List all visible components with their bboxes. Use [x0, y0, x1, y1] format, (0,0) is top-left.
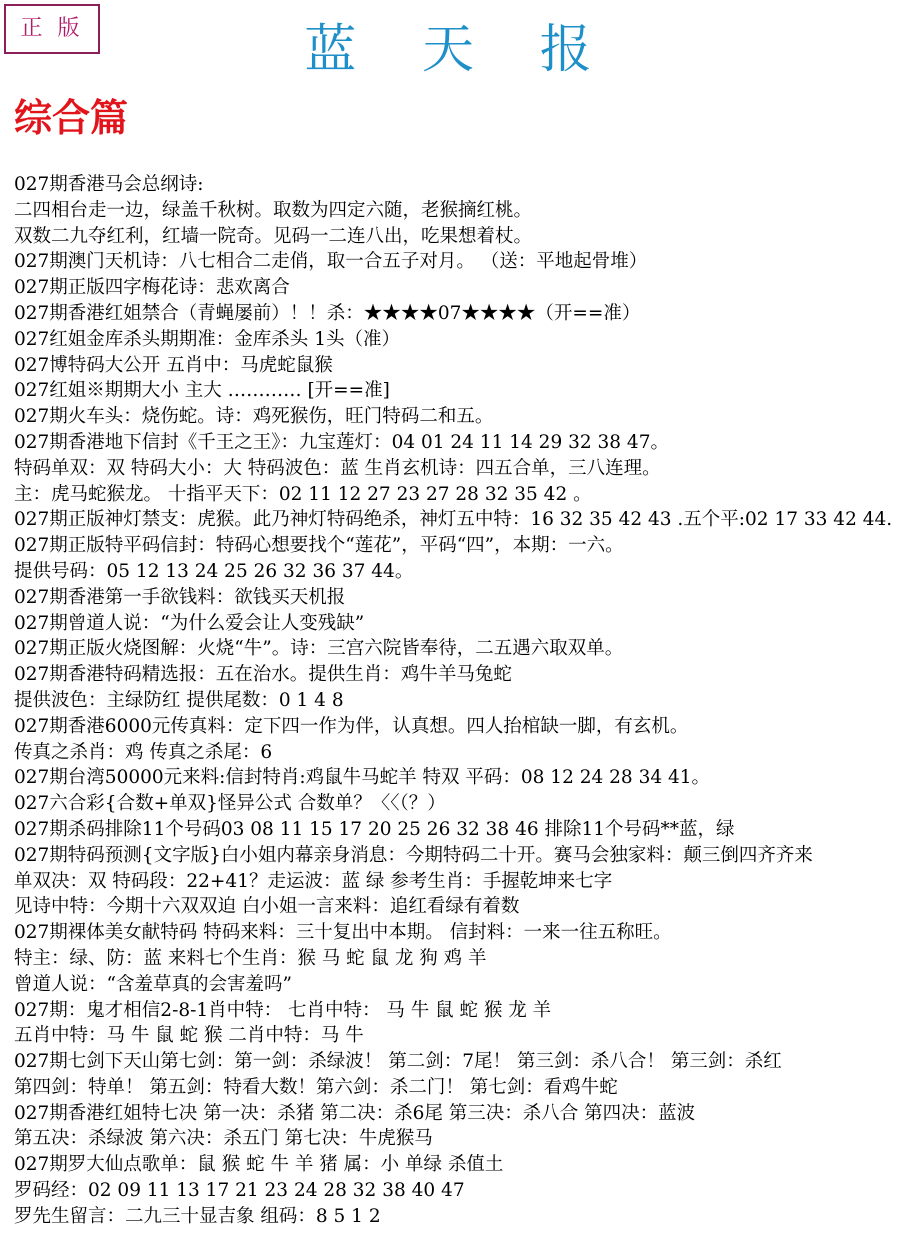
- text-line: 见诗中特：今期十六双双迫 白小姐一言来料：追红看绿有着数: [14, 896, 520, 918]
- text-line: 027期正版火烧图解：火烧“牛”。诗：三宫六院皆奉待，二五遇六取双单。: [14, 638, 624, 660]
- text-line: 提供波色：主绿防红 提供尾数：0 1 4 8: [14, 689, 344, 711]
- text-line: 主：虎马蛇猴龙。 十指平天下：02 11 12 27 23 27 28 32 35 42 。: [14, 483, 592, 505]
- text-line: 027期正版神灯禁支：虎猴。此乃神灯特码绝杀，神灯五中特：16 32 35 42 43 .五个平:02 17 33 42 44.: [14, 509, 893, 531]
- section-title: 综合篇: [14, 95, 129, 140]
- text-line: 027期杀码排除11个号码03 08 11 15 17 20 25 26 32 38 46 排除11个号码**蓝，绿: [14, 818, 735, 840]
- text-line: 027期火车头：烧伤蛇。诗：鸡死猴伤，旺门特码二和五。: [14, 406, 494, 428]
- text-line: 027期香港第一手欲钱料：欲钱买天机报: [14, 586, 346, 608]
- text-line: 027期罗大仙点歌单：鼠 猴 蛇 牛 羊 猪 属：小 单绿 杀值土: [14, 1154, 504, 1176]
- text-line: 027期七剑下天山第七剑：第一剑：杀绿波！ 第二剑：7尾！ 第三剑：杀八合！ 第三剑：杀红: [14, 1051, 782, 1073]
- text-line: 罗先生留言：二九三十显吉象 组码：8 5 1 2: [14, 1205, 381, 1227]
- text-line: 027六合彩{合数+单双}怪异公式 合数单？〈〈（？）: [14, 793, 446, 815]
- text-line: 第四剑：特单！ 第五剑：特看大数！第六剑：杀二门！ 第七剑：看鸡牛蛇: [14, 1076, 618, 1098]
- text-line: 027红姐金库杀头期期准：金库杀头 1头（准）: [14, 328, 400, 350]
- text-line: 027期香港地下信封《千王之王》：九宝莲灯：04 01 24 11 14 29 32 38 47。: [14, 431, 669, 453]
- text-line: 单双决：双 特码段：22+41？走运波：蓝 绿 参考生肖：手握乾坤来七字: [14, 870, 613, 892]
- text-line: 027期裸体美女献特码 特码来料：三十复出中本期。 信封料：一来一往五称旺。: [14, 922, 672, 944]
- text-line: 027期正版特平码信封：特码心想要找个“莲花”，平码“四”，本期：一六。: [14, 535, 624, 557]
- text-line: 二四相台走一边，绿盖千秋树。取数为四定六随，老猴摘红桃。: [14, 199, 533, 221]
- text-line: 027期香港红姐禁合（青蝇屡前）！！杀：★★★★07★★★★（开==准）: [14, 302, 641, 324]
- text-line: 特主：绿、防：蓝 来料七个生肖：猴 马 蛇 鼠 龙 狗 鸡 羊: [14, 947, 487, 969]
- text-line: 双数二九夺红利，红墙一院奇。见码一二连八出，吃果想着杖。: [14, 225, 533, 247]
- text-line: 027期香港红姐特七决 第一决：杀猪 第二决：杀6尾 第三决：杀八合 第四决：蓝波: [14, 1102, 696, 1124]
- text-line: 罗码经：02 09 11 13 17 21 23 24 28 32 38 40 47: [14, 1180, 465, 1202]
- text-line: 特码单双：双 特码大小：大 特码波色：蓝 生肖玄机诗：四五合单，三八连理。: [14, 457, 661, 479]
- masthead-title: 蓝 天 报: [304, 20, 596, 80]
- text-line: 027期澳门天机诗：八七相合二走俏，取一合五子对月。 （送：平地起骨堆）: [14, 251, 648, 273]
- text-line: 027期香港6000元传真料：定下四一作为伴，认真想。四人抬棺缺一脚，有玄机。: [14, 715, 689, 737]
- text-line: 提供号码：05 12 13 24 25 26 32 36 37 44。: [14, 560, 414, 582]
- text-line: 027期香港马会总纲诗:: [14, 174, 204, 195]
- text-line: 五肖中特：马 牛 鼠 蛇 猴 二肖中特：马 牛: [14, 1025, 364, 1047]
- text-line: 027博特码大公开 五肖中：马虎蛇鼠猴: [14, 354, 333, 376]
- text-line: 027期台湾50000元来料:信封特肖:鸡鼠牛马蛇羊 特双 平码：08 12 24 28 34 41。: [14, 767, 711, 789]
- edition-badge: 正 版: [4, 4, 100, 54]
- text-line: 027红姐※期期大小 主大 ………… [开==准]: [14, 380, 390, 402]
- text-line: 传真之杀肖：鸡 传真之杀尾：6: [14, 741, 273, 763]
- text-line: 027期特码预测{文字版}白小姐内幕亲身消息：今期特码二十开。赛马会独家料：颠三倒四齐齐来: [14, 844, 813, 866]
- text-line: 曾道人说：“含羞草真的会害羞吗”: [14, 973, 292, 995]
- text-line: 027期正版四字梅花诗：悲欢离合: [14, 277, 290, 299]
- text-line: 027期香港特码精选报：五在治水。提供生肖：鸡牛羊马兔蛇: [14, 664, 512, 686]
- article-body: [14, 172, 898, 1230]
- text-line: 027期曾道人说：“为什么爱会让人变残缺”: [14, 612, 365, 634]
- text-line: 第五决：杀绿波 第六决：杀五门 第七决：牛虎猴马: [14, 1128, 433, 1150]
- text-line: 027期：鬼才相信2-8-1肖中特： 七肖中特： 马 牛 鼠 蛇 猴 龙 羊: [14, 999, 552, 1021]
